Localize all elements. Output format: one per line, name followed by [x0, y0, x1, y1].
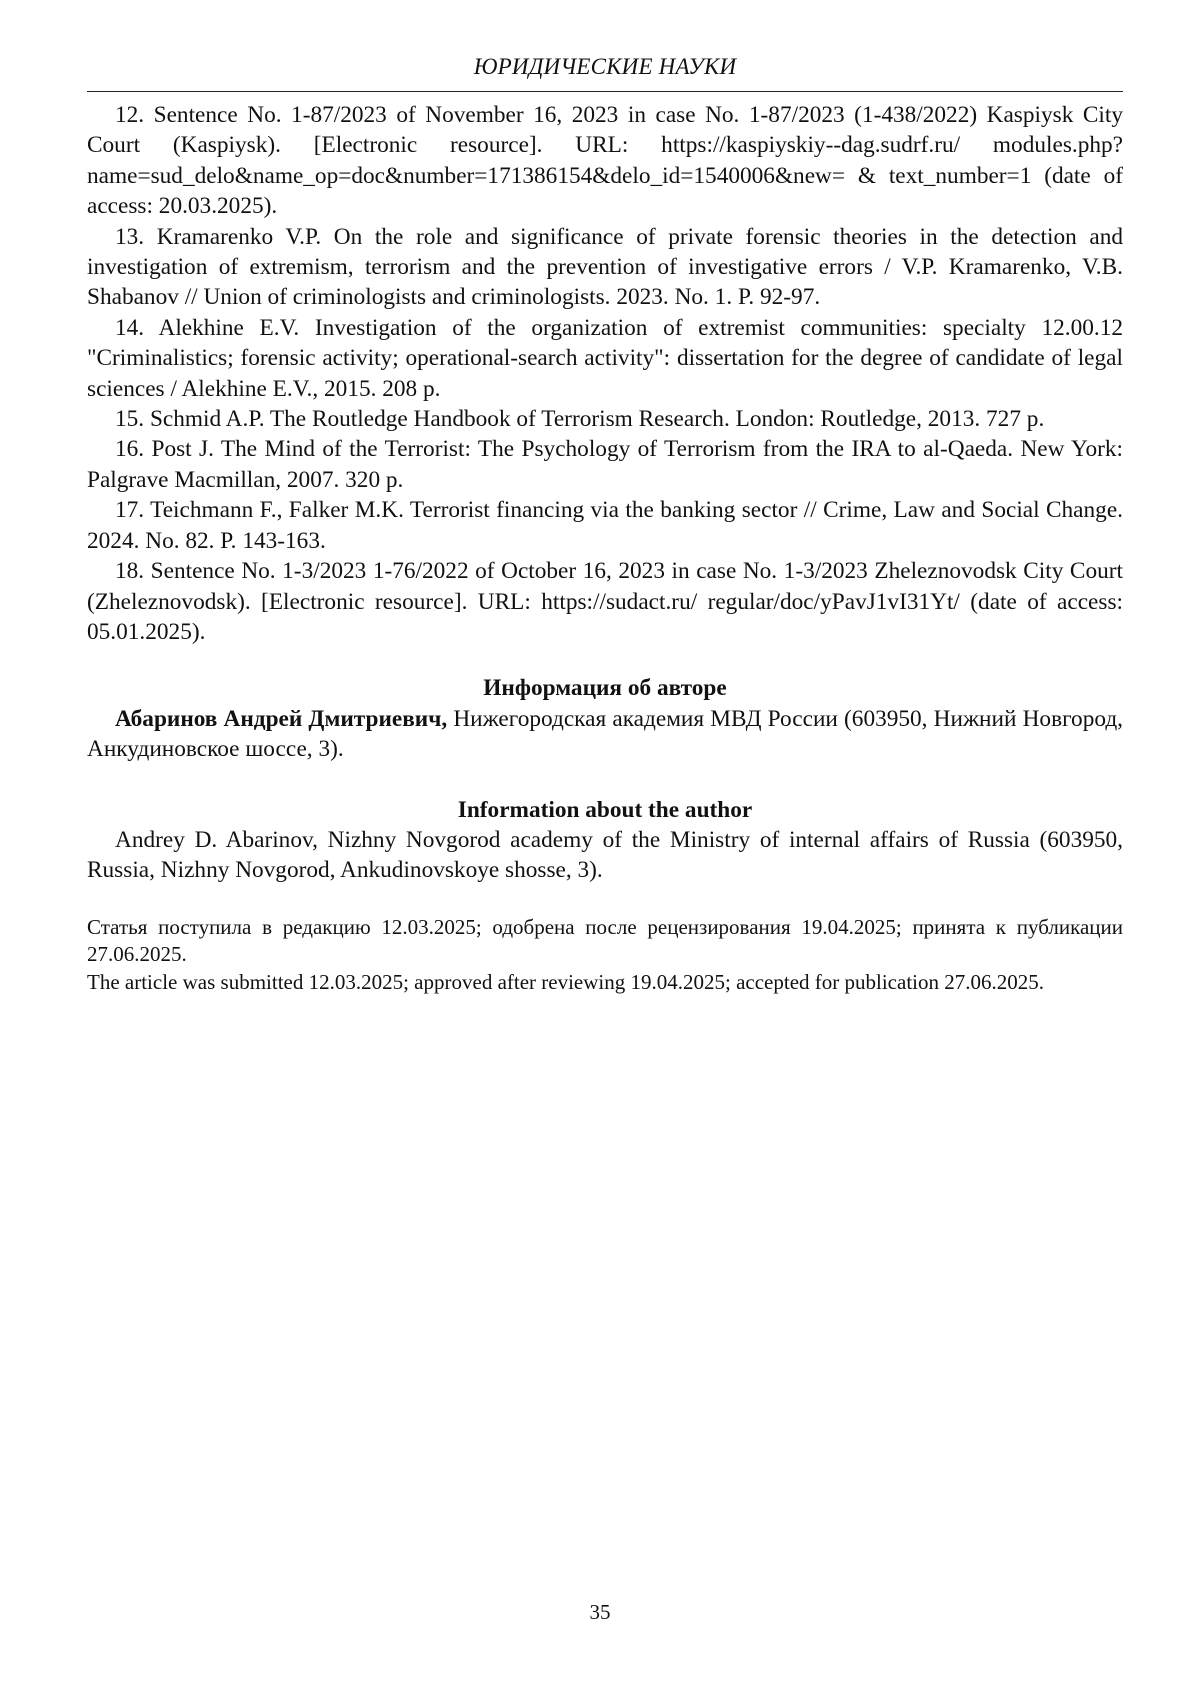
- author-affiliation-ru: Нижегородская академия МВД России (603950, Нижний Новгород, Анкудиновское шоссе, 3).: [87, 705, 1123, 763]
- page-number: 35: [589, 1600, 611, 1624]
- reference-item: 18. Sentence No. 1-3/2023 1-76/2022 of October 16, 2023 in case No. 1-3/2023 Zheleznovodsk City Court (Zheleznovodsk). [Electronic resource]. URL: https://sudact.ru/ regular/doc/yPavJ1vI31Yt/ (date of access: 05.01.2025).: [87, 558, 1123, 645]
- reference-item: 16. Post J. The Mind of the Terrorist: The Psychology of Terrorism from the IRA to al-Qaeda. New York: Palgrave Macmillan, 2007. 320 p.: [87, 436, 1123, 493]
- header-divider: [87, 91, 1123, 92]
- author-name-ru: Абаринов Андрей Дмитриевич,: [115, 705, 448, 732]
- running-header: ЮРИДИЧЕСКИЕ НАУКИ: [473, 54, 737, 79]
- author-info-heading-ru: Информация об авторе: [483, 675, 727, 702]
- journal-page: [87, 0, 1123, 996]
- author-info-en: Andrey D. Abarinov, Nizhny Novgorod academy of the Ministry of internal affairs of Russia (603950, Russia, Nizhny Novgorod, Ankudinovskoye shosse, 3).: [87, 826, 1123, 884]
- author-info-heading-en: Information about the author: [457, 796, 753, 823]
- reference-item: 13. Kramarenko V.P. On the role and significance of private forensic theories in the detection and investigation of extremism, terrorism and the prevention of investigative errors / V.P. Kramarenko, V.B. Shabanov // Union of criminologists and criminologists. 2023. No. 1. P. 92-97.: [87, 223, 1123, 311]
- reference-item: 14. Alekhine E.V. Investigation of the organization of extremist communities: specialty 12.00.12 "Criminalistics; forensic activity; operational-search activity": dissertation for the degree of candidate of legal sciences / Alekhine E.V., 2015. 208 p.: [87, 314, 1123, 402]
- reference-item: 12. Sentence No. 1-87/2023 of November 16, 2023 in case No. 1-87/2023 (1-438/2022) Kaspiysk City Court (Kaspiysk). [Electronic resource]. URL: https://kaspiyskiy--dag.sudrf.ru/ modules.php?name=sud_delo&name_op=doc&number=171386154&delo_id=1540006&new= & text_number=1 (date of access: 20.03.2025).: [87, 102, 1123, 220]
- article-dates-ru: Статья поступила в редакцию 12.03.2025; одобрена после рецензирования 19.04.2025; принята к публикации 27.06.2025.: [87, 914, 1123, 967]
- article-dates: [87, 914, 1123, 997]
- reference-item: 15. Schmid A.P. The Routledge Handbook of Terrorism Research. London: Routledge, 2013. 727 p.: [115, 406, 1045, 433]
- reference-list: [87, 100, 1123, 647]
- article-dates-en: The article was submitted 12.03.2025; approved after reviewing 19.04.2025; accepted for publication 27.06.2025.: [87, 969, 1044, 994]
- reference-item: 17. Teichmann F., Falker M.K. Terrorist financing via the banking sector // Crime, Law and Social Change. 2024. No. 82. P. 143-163.: [87, 497, 1123, 554]
- author-info-ru: [87, 704, 1123, 765]
